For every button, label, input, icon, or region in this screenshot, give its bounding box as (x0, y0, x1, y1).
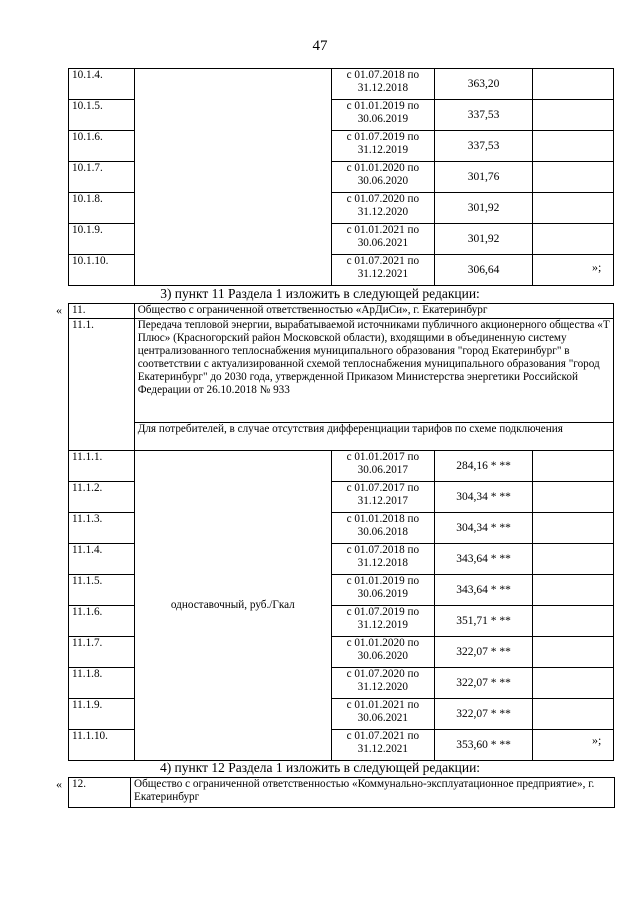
tariff-row (69, 69, 614, 100)
period-start: с 01.01.2020 по (346, 162, 420, 174)
period (331, 513, 434, 544)
period-start: с 01.07.2018 по (346, 69, 420, 81)
tariff-value: 322,07 * ** (434, 699, 533, 730)
period (331, 482, 434, 513)
empty-cell (533, 100, 614, 131)
period-end: 30.06.2021 (357, 237, 409, 249)
period-end: 30.06.2019 (357, 113, 409, 125)
period (331, 162, 434, 193)
tariff-value: 353,60 * ** (434, 730, 533, 761)
period-end: 31.12.2020 (357, 681, 408, 693)
tariff-value: 322,07 * ** (434, 668, 533, 699)
period-start: с 01.01.2019 по (346, 575, 420, 587)
empty-cell (533, 513, 614, 544)
section-heading-4: 4) пункт 12 Раздела 1 изложить в следующей редакции: (159, 760, 481, 775)
period (331, 699, 434, 730)
period (331, 606, 434, 637)
tariff-value: 301,92 (434, 193, 533, 224)
period-end: 30.06.2018 (357, 526, 408, 538)
period-start: с 01.07.2020 по (346, 193, 420, 205)
empty-cell (533, 69, 614, 100)
period-start: с 01.07.2017 по (346, 482, 420, 494)
tariff-value: 304,34 * ** (434, 482, 533, 513)
tariff-table-11 (68, 303, 614, 761)
row-number: 10.1.9. (69, 224, 135, 255)
row-number: 10.1.5. (69, 100, 135, 131)
empty-cell (533, 668, 614, 699)
period (331, 193, 434, 224)
closing-quote-mark: »; (592, 733, 602, 747)
period (331, 69, 434, 100)
period-end: 31.12.2020 (357, 206, 409, 218)
period-end: 30.06.2020 (357, 650, 408, 662)
period-start: с 01.07.2018 по (346, 544, 420, 556)
tariff-value: 343,64 * ** (434, 575, 533, 606)
section-heading-3: 3) пункт 11 Раздела 1 изложить в следующей редакции: (160, 286, 480, 301)
period-end: 31.12.2019 (357, 619, 408, 631)
row-number: 10.1.10. (69, 255, 135, 286)
tariff-value: 301,92 (434, 224, 533, 255)
org-table-12 (68, 777, 615, 808)
org-name: Общество с ограниченной ответственностью «Коммунально-эксплуатационное предприятие», г. Екатеринбург (131, 778, 615, 808)
service-number: 11.1. (69, 319, 135, 451)
period (331, 224, 434, 255)
tariff-table-10 (68, 68, 614, 286)
row-number: 11.1.7. (69, 637, 135, 668)
opening-quote-mark: « (56, 303, 62, 317)
tariff-value: 301,76 (434, 162, 533, 193)
closing-quote-mark: »; (592, 260, 602, 274)
empty-cell (533, 162, 614, 193)
row-number: 10.1.7. (69, 162, 135, 193)
empty-cell (533, 606, 614, 637)
org-number: 11. (69, 304, 135, 319)
empty-cell (533, 575, 614, 606)
row-number: 11.1.5. (69, 575, 135, 606)
row-number: 11.1.3. (69, 513, 135, 544)
period-start: с 01.01.2021 по (346, 224, 420, 236)
period-start: с 01.07.2020 по (346, 668, 420, 680)
tariff-row (69, 451, 614, 482)
period (331, 637, 434, 668)
period-end: 31.12.2021 (357, 268, 409, 280)
period-start: с 01.01.2019 по (346, 100, 420, 112)
row-number: 10.1.4. (69, 69, 135, 100)
row-number: 11.1.2. (69, 482, 135, 513)
empty-cell (533, 451, 614, 482)
tariff-value: 351,71 * ** (434, 606, 533, 637)
empty-cell (533, 193, 614, 224)
period-end: 30.06.2017 (357, 464, 408, 476)
empty-cell (533, 699, 614, 730)
period-end: 31.12.2019 (357, 144, 409, 156)
empty-cell (533, 255, 614, 286)
period-start: с 01.01.2018 по (346, 513, 420, 525)
period-end: 31.12.2018 (357, 82, 409, 94)
tariff-value: 306,64 (434, 255, 533, 286)
period (331, 131, 434, 162)
row-number: 11.1.1. (69, 451, 135, 482)
period (331, 255, 434, 286)
period (331, 575, 434, 606)
row-number: 10.1.8. (69, 193, 135, 224)
org-name: Общество с ограниченной ответственностью «АрДиСи», г. Екатеринбург (134, 304, 613, 319)
period-start: с 01.01.2020 по (346, 637, 420, 649)
tariff-value: 363,20 (434, 69, 533, 100)
row-number: 10.1.6. (69, 131, 135, 162)
period-end: 31.12.2017 (357, 495, 408, 507)
period (331, 544, 434, 575)
page-number: 47 (312, 38, 328, 54)
period-start: с 01.01.2021 по (346, 699, 420, 711)
empty-cell (533, 730, 614, 761)
opening-quote-mark: « (56, 777, 62, 791)
row-number: 11.1.8. (69, 668, 135, 699)
period-end: 30.06.2020 (357, 175, 409, 187)
tariff-value: 343,64 * ** (434, 544, 533, 575)
period-end: 30.06.2021 (357, 712, 408, 724)
service-description: Передача тепловой энергии, вырабатываемой источниками публичного акционерного общества «Т Плюс» (Красногорский район Московской области), входящими в объединенную систему централизованного теплоснабжения муниципального образования "город Екатеринбург" в соответствии с актуализированной схемой теплоснабжения муниципального образования "город Екатеринбург" до 2030 года, утвержденной Приказом Министерства энергетики Российской Федерации от 26.10.2018 № 933 (134, 319, 613, 423)
tariff-value: 284,16 * ** (434, 451, 533, 482)
tariff-value: 337,53 (434, 131, 533, 162)
period-end: 30.06.2019 (357, 588, 408, 600)
period (331, 100, 434, 131)
empty-cell (533, 544, 614, 575)
tariff-value: 304,34 * ** (434, 513, 533, 544)
tariff-type (134, 69, 331, 286)
tariff-value: 337,53 (434, 100, 533, 131)
empty-cell (533, 131, 614, 162)
org-number: 12. (69, 778, 131, 808)
period-start: с 01.07.2021 по (346, 730, 420, 742)
tariff-value: 322,07 * ** (434, 637, 533, 668)
period (331, 730, 434, 761)
row-number: 11.1.10. (69, 730, 135, 761)
period-start: с 01.07.2021 по (346, 255, 420, 267)
period-start: с 01.01.2017 по (346, 451, 420, 463)
empty-cell (533, 637, 614, 668)
period (331, 451, 434, 482)
tariff-type: одноставочный, руб./Гкал (134, 451, 331, 761)
consumer-group: Для потребителей, в случае отсутствия дифференциации тарифов по схеме подключения (134, 423, 613, 451)
empty-cell (533, 224, 614, 255)
period-end: 31.12.2018 (357, 557, 408, 569)
row-number: 11.1.9. (69, 699, 135, 730)
period-start: с 01.07.2019 по (346, 606, 420, 618)
row-number: 11.1.6. (69, 606, 135, 637)
period-start: с 01.07.2019 по (346, 131, 420, 143)
period-end: 31.12.2021 (357, 743, 408, 755)
period (331, 668, 434, 699)
row-number: 11.1.4. (69, 544, 135, 575)
empty-cell (533, 482, 614, 513)
